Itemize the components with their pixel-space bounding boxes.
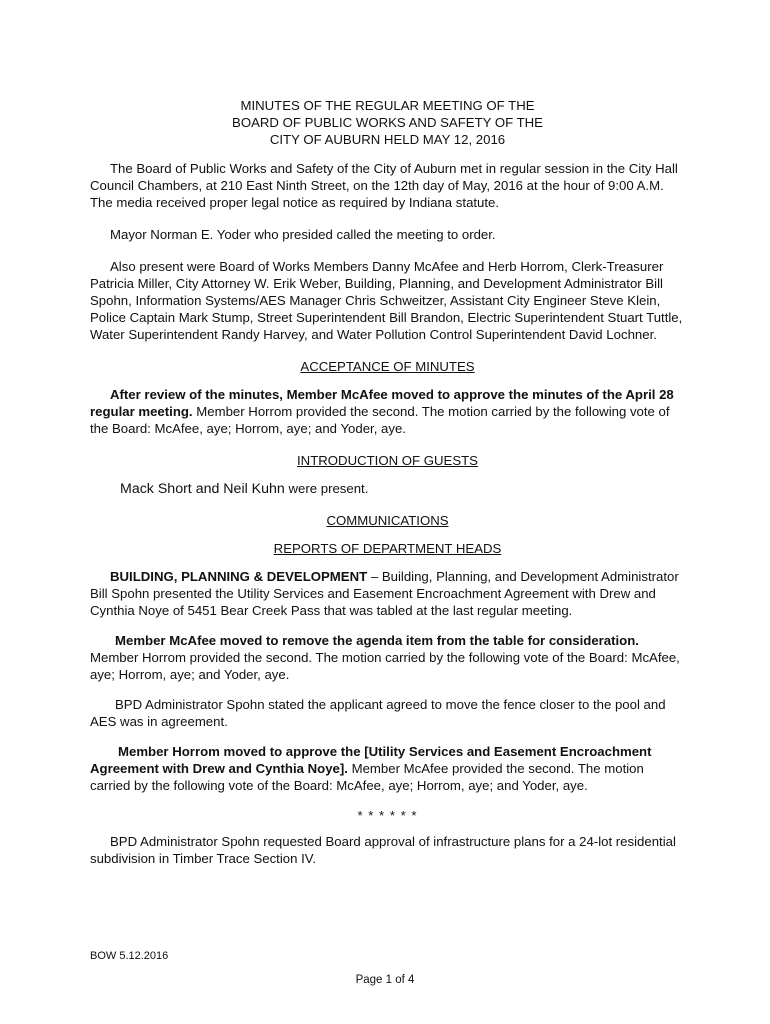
communications-heading: COMMUNICATIONS — [326, 513, 449, 528]
guest-names: Mack Short and Neil Kuhn — [120, 481, 285, 497]
title-line-3: CITY OF AUBURN HELD MAY 12, 2016 — [269, 132, 506, 147]
intro-paragraph: The Board of Public Works and Safety of the City of Auburn met in regular session in the City Hall Council Chambers, at 210 East Ninth Street, on the 12th day of May, 2016 at the hour of 9:00 A.M. The media received proper legal notice as required by Indiana statute. — [90, 161, 678, 210]
mayor-paragraph: Mayor Norman E. Yoder who presided called the meeting to order. — [110, 227, 496, 242]
motion-remove-text: Member Horrom provided the second. The motion carried by the following vote of the Board: McAfee, aye; Horrom, aye; and Yoder, aye. — [90, 650, 680, 682]
acceptance-motion-text: Member Horrom provided the second. The motion carried by the following vote of the Board: McAfee, aye; Horrom, aye; and Yoder, aye. — [90, 404, 670, 436]
footer-document-code: BOW 5.12.2016 — [90, 950, 169, 962]
document-body — [90, 97, 685, 882]
motion-remove-paragraph — [90, 632, 685, 683]
bpd-paragraph — [90, 568, 685, 619]
attendees-paragraph: Also present were Board of Works Members Danny McAfee and Herb Horrom, Clerk-Treasurer Patricia Miller, City Attorney W. Erik Weber, Building, Planning, and Development Administrator Bill Spohn, Information Systems/AES Manager Chris Schweitzer, Assistant City Engineer Steve Klein, Police Captain Mark Stump, Street Superintendent Bill Brandon, Electric Superintendent Stuart Tuttle, Water Superintendent Randy Harvey, and Water Pollution Control Superintendent David Lochner. — [90, 259, 683, 342]
bpd-label: BUILDING, PLANNING & DEVELOPMENT — [110, 569, 368, 584]
acceptance-heading: ACCEPTANCE OF MINUTES — [300, 359, 475, 374]
section-separator: * * * * * * — [357, 808, 418, 823]
reports-heading: REPORTS OF DEPARTMENT HEADS — [273, 541, 502, 556]
guests-paragraph — [90, 480, 685, 498]
acceptance-motion-bold: After review of the minutes, Member McAfee moved to approve the minutes of the April 28 regular meeting. — [90, 387, 674, 419]
title-line-2: BOARD OF PUBLIC WORKS AND SAFETY OF THE — [232, 115, 543, 130]
motion-remove-bold: Member McAfee moved to remove the agenda item from the table for consideration. — [115, 633, 639, 648]
guests-heading: INTRODUCTION OF GUESTS — [297, 453, 478, 468]
motion-approve-text: Member McAfee provided the second. The motion carried by the following vote of the Board: McAfee, aye; Horrom, aye; and Yoder, aye. — [90, 761, 644, 793]
motion-approve-paragraph — [90, 743, 685, 794]
document-title — [90, 97, 685, 148]
motion-approve-bold: Member Horrom moved to approve the [Utility Services and Easement Encroachment Agreement with Drew and Cynthia Noye]. — [90, 744, 652, 776]
spohn-requested-paragraph: BPD Administrator Spohn requested Board approval of infrastructure plans for a 24-lot residential subdivision in Timber Trace Section IV. — [90, 834, 676, 866]
spohn-stated-paragraph: BPD Administrator Spohn stated the applicant agreed to move the fence closer to the pool and AES was in agreement. — [90, 697, 666, 729]
title-line-1: MINUTES OF THE REGULAR MEETING OF THE — [240, 98, 535, 113]
footer-page-number: Page 1 of 4 — [355, 974, 415, 986]
acceptance-motion-paragraph — [90, 386, 685, 437]
guests-text: were present. — [284, 481, 369, 496]
bpd-text: – Building, Planning, and Development Administrator Bill Spohn presented the Utility Services and Easement Encroachment Agreement with Drew and Cynthia Noye of 5451 Bear Creek Pass that was tabled at the last regular meeting. — [90, 569, 679, 618]
